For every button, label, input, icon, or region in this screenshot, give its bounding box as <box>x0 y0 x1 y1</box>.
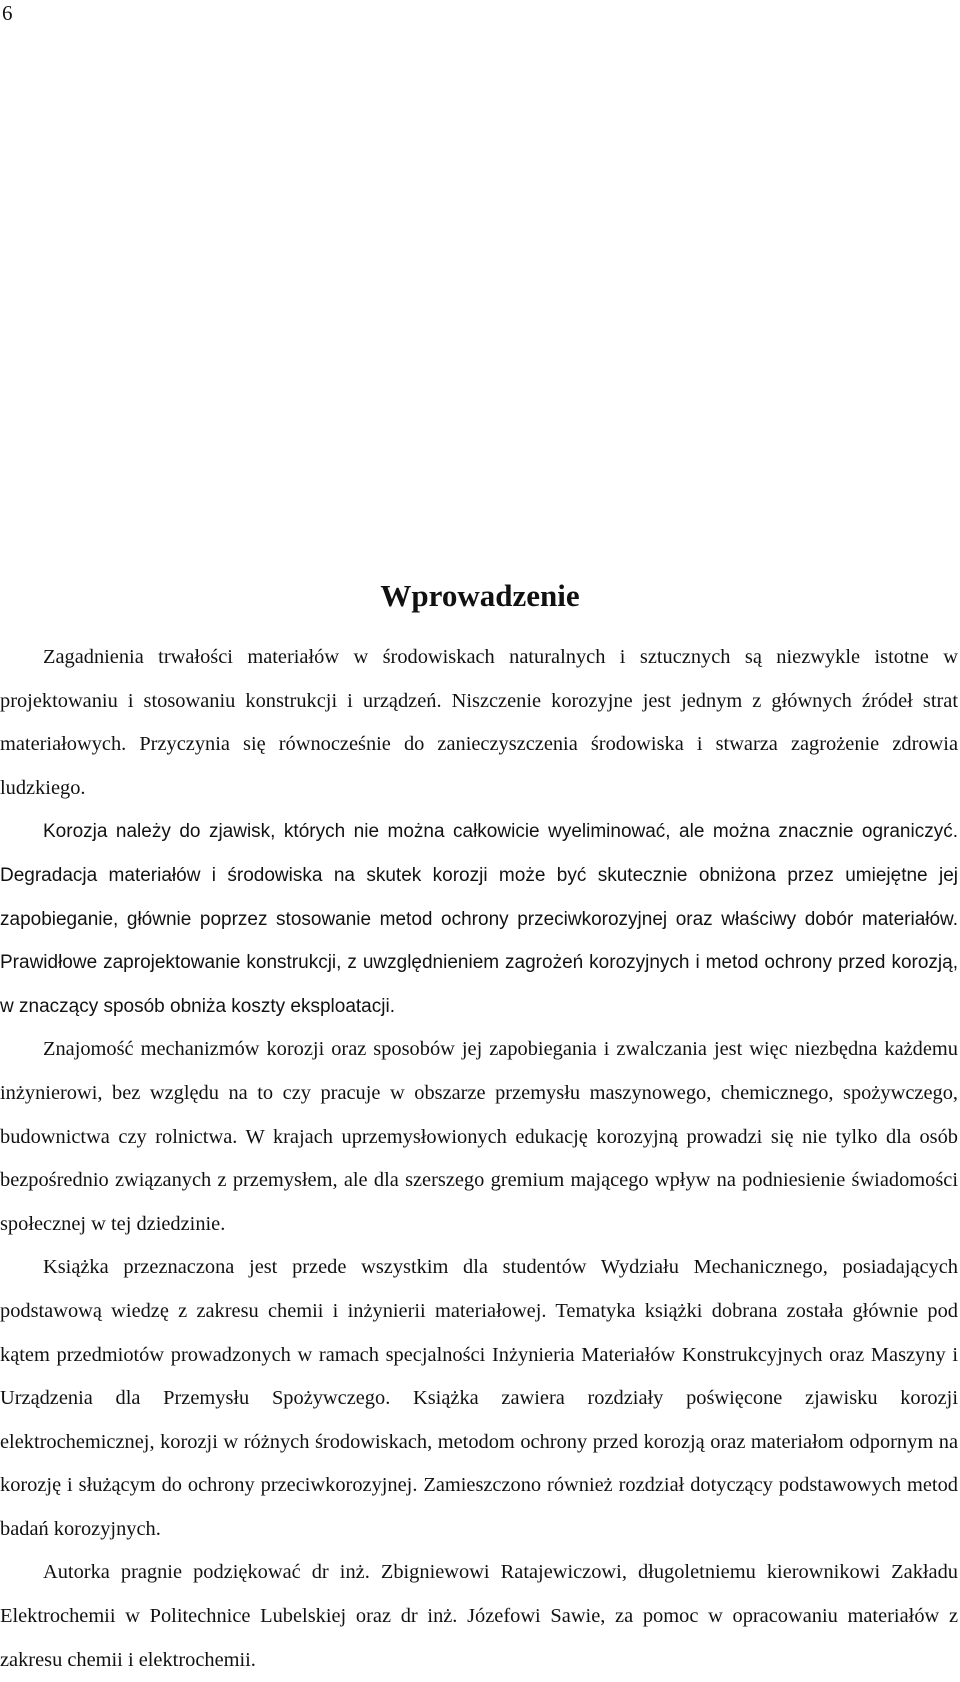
page-number: 6 <box>2 1 13 25</box>
page-title: Wprowadzenie <box>380 578 580 613</box>
paragraph-2: Korozja należy do zjawisk, których nie można całkowicie wyeliminować, ale można znacznie ograniczyć. Degradacja materiałów i środowiska na skutek korozji może być skutecznie obniżona przez umiejętne jej zapobieganie, głównie poprzez stosowanie metod ochrony przeciwkorozyjnej oraz właściwy dobór materiałów. Prawidłowe zaprojektowanie konstrukcji, z uwzględnieniem zagrożeń korozyjnych i metod ochrony przed korozją, w znaczący sposób obniża koszty eksploatacji. <box>0 821 958 1017</box>
paragraph-5: Autorka pragnie podziękować dr inż. Zbigniewowi Ratajewiczowi, długoletniemu kierownikowi Zakładu Elektrochemii w Politechnice Lubelskiej oraz dr inż. Józefowi Sawie, za pomoc w opracowaniu materiałów z zakresu chemii i elektrochemii. <box>0 1561 958 1671</box>
body-text <box>0 636 958 1682</box>
paragraph-4: Książka przeznaczona jest przede wszystkim dla studentów Wydziału Mechanicznego, posiadających podstawową wiedzę z zakresu chemii i inżynierii materiałowej. Tematyka książki dobrana została głównie pod kątem przedmiotów prowadzonych w ramach specjalności Inżynieria Materiałów Konstrukcyjnych oraz Maszyny i Urządzenia dla Przemysłu Spożywczego. Książka zawiera rozdziały poświęcone zjawisku korozji elektrochemicznej, korozji w różnych środowiskach, metodom ochrony przed korozją oraz materiałom odpornym na korozję i służącym do ochrony przeciwkorozyjnej. Zamieszczono również rozdział dotyczący podstawowych metod badań korozyjnych. <box>0 1256 958 1540</box>
paragraph-1: Zagadnienia trwałości materiałów w środowiskach naturalnych i sztucznych są niezwykle istotne w projektowaniu i stosowaniu konstrukcji i urządzeń. Niszczenie korozyjne jest jednym z głównych źródeł strat materiałowych. Przyczynia się równocześnie do zanieczyszczenia środowiska i stwarza zagrożenie zdrowia ludzkiego. <box>0 646 958 799</box>
paragraph-3: Znajomość mechanizmów korozji oraz sposobów jej zapobiegania i zwalczania jest więc niezbędna każdemu inżynierowi, bez względu na to czy pracuje w obszarze przemysłu maszynowego, chemicznego, spożywczego, budownictwa czy rolnictwa. W krajach uprzemysłowionych edukację korozyjną prowadzi się nie tylko dla osób bezpośrednio związanych z przemysłem, ale dla szerszego gremium mającego wpływ na podniesienie świadomości społecznej w tej dziedzinie. <box>0 1038 958 1235</box>
